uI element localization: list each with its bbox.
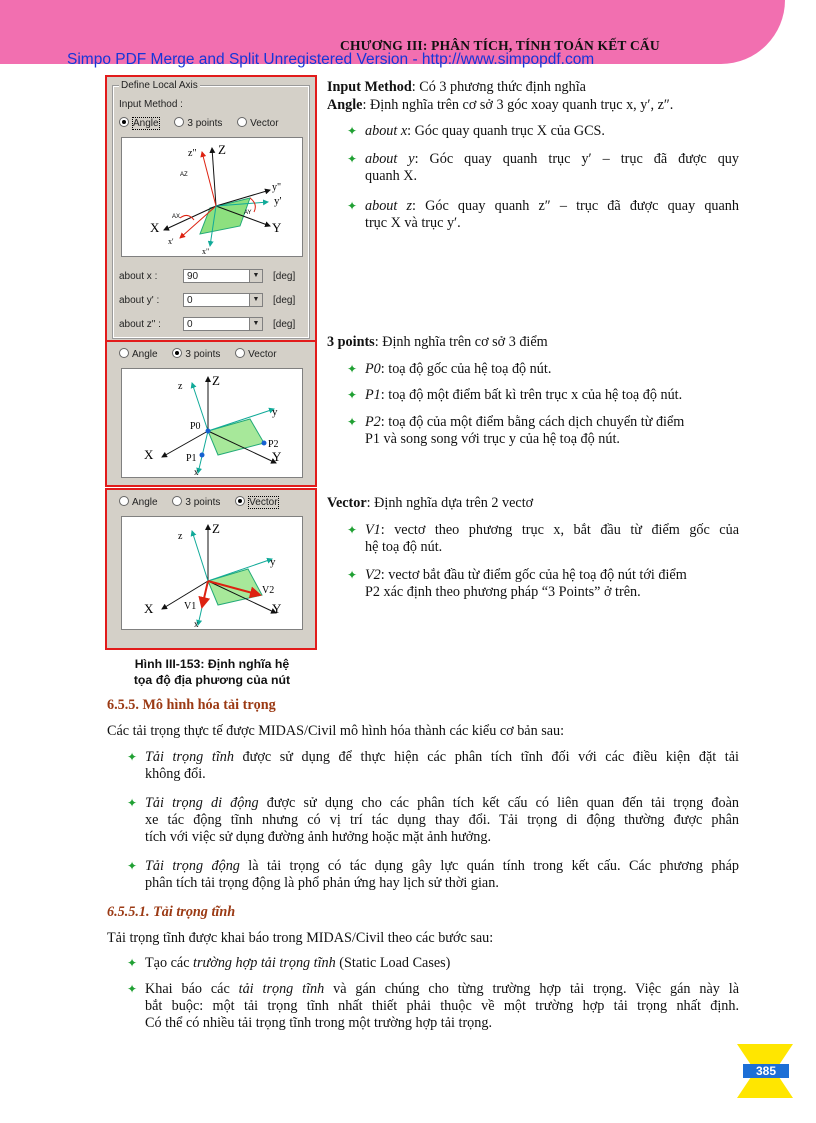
label-V1: V1 bbox=[184, 601, 197, 612]
vector-radios bbox=[119, 496, 279, 508]
local-axis-dialog-3points bbox=[105, 340, 317, 487]
axis-x bbox=[198, 431, 208, 473]
about-x-unit: [deg] bbox=[273, 271, 296, 282]
bullet-star-icon: ✦ bbox=[127, 956, 138, 970]
label-X: X bbox=[144, 601, 154, 616]
radio-3points[interactable]: 3 points bbox=[174, 118, 222, 129]
label-y2: y" bbox=[272, 182, 282, 193]
point-P0 bbox=[206, 429, 211, 434]
element-plane bbox=[208, 419, 264, 455]
bullet-star-icon: ✦ bbox=[347, 523, 358, 537]
dynamic-load-desc: Tải trọng động là tải trọng có tác dụng gây lực quán tính trong kết cấu. Các phương pháp phân tích tải trọng động là phổ phản ứng hay lịch sử thời gian. bbox=[145, 858, 740, 891]
about-x-input[interactable]: 90 bbox=[183, 269, 263, 283]
label-AX: AX bbox=[172, 214, 181, 220]
vector-line: Vector: Định nghĩa dựa trên 2 vectơ bbox=[327, 495, 534, 511]
label-x2: x" bbox=[202, 247, 210, 256]
v1-desc: V1: vectơ theo phương trục x, bắt đầu từ điểm gốc của hệ toạ độ nút. bbox=[365, 522, 739, 555]
radio-angle[interactable]: Angle bbox=[119, 349, 158, 360]
v2-desc: V2: vectơ bắt đầu từ điểm gốc của hệ toạ độ nút tới điểm P2 xác định theo phương pháp “3 Points” ở trên. bbox=[365, 567, 687, 600]
label-Y: Y bbox=[272, 601, 282, 616]
label-x: x bbox=[194, 619, 199, 629]
section-heading-6551: 6.5.5.1. Tải trọng tĩnh bbox=[107, 904, 236, 920]
input-method-radios bbox=[119, 117, 279, 129]
bullet-star-icon: ✦ bbox=[347, 388, 358, 402]
label-X: X bbox=[144, 447, 154, 462]
radio-angle[interactable]: Angle bbox=[119, 497, 158, 508]
bullet-star-icon: ✦ bbox=[127, 982, 138, 996]
p2-desc: P2: toạ độ của một điểm bằng cách dịch chuyển từ điểm P1 và song song với trục y của hệ toạ độ nút. bbox=[365, 414, 685, 447]
points-axes-diagram bbox=[122, 369, 302, 477]
label-z: z bbox=[178, 381, 183, 392]
vector-preview-canvas bbox=[121, 516, 303, 630]
radio-3points[interactable]: 3 points bbox=[172, 349, 220, 360]
about-y-unit: [deg] bbox=[273, 295, 296, 306]
point-P1 bbox=[200, 453, 205, 458]
about-z-dropdown[interactable]: ▼ bbox=[249, 317, 263, 331]
label-P1: P1 bbox=[186, 453, 197, 464]
about-x-dropdown[interactable]: ▼ bbox=[249, 269, 263, 283]
p1-desc: P1: toạ độ một điểm bất kì trên trục x của hệ toạ độ nút. bbox=[365, 387, 683, 403]
section-655-intro: Các tải trọng thực tế được MIDAS/Civil mô hình hóa thành các kiểu cơ bản sau: bbox=[107, 723, 565, 739]
label-X: X bbox=[150, 220, 160, 235]
label-y: y bbox=[270, 556, 276, 568]
label-Z: Z bbox=[212, 521, 220, 536]
vector-axes-diagram bbox=[122, 517, 302, 629]
radio-vector[interactable]: Vector bbox=[235, 497, 278, 508]
label-x: x bbox=[194, 467, 199, 477]
bullet-star-icon: ✦ bbox=[347, 415, 358, 429]
page-number-badge bbox=[735, 1042, 795, 1100]
radio-vector[interactable]: Vector bbox=[235, 349, 276, 360]
section-heading-655: 6.5.5. Mô hình hóa tải trọng bbox=[107, 697, 276, 713]
axis-z bbox=[192, 531, 208, 581]
label-Y: Y bbox=[272, 220, 282, 235]
page-number: 385 bbox=[755, 1064, 777, 1078]
input-method-label: Input Method : bbox=[119, 99, 183, 110]
about-z-desc: about z: Góc quay quanh z″ – trục đã được quay quanh trục X và trục y′. bbox=[365, 198, 739, 231]
about-z-unit: [deg] bbox=[273, 319, 296, 330]
bullet-star-icon: ✦ bbox=[127, 796, 138, 810]
assign-static-loads: Khai báo các tải trọng tĩnh và gán chúng cho từng trường hợp tải trọng. Việc gán này là bắt buộc: một tải trọng tĩnh nhất thiết phải thuộc về một trường hợp tải trọng nhất định. Có thể có nhiều tải trọng tĩnh trong một trường hợp tải trọng. bbox=[145, 981, 739, 1031]
section-6551-intro: Tải trọng tĩnh được khai báo trong MIDAS/Civil theo các bước sau: bbox=[107, 930, 494, 946]
about-y-label: about y' : bbox=[119, 295, 160, 306]
angle-line: Angle: Định nghĩa trên cơ sở 3 góc xoay quanh trục x, y′, z″. bbox=[327, 97, 674, 113]
label-y1: y' bbox=[274, 195, 282, 207]
local-axis-dialog-vector bbox=[105, 488, 317, 650]
local-axis-dialog-angle bbox=[105, 75, 317, 344]
label-AY: AY bbox=[244, 210, 252, 216]
bullet-star-icon: ✦ bbox=[347, 124, 358, 138]
points-preview-canvas bbox=[121, 368, 303, 478]
about-z-input[interactable]: 0 bbox=[183, 317, 263, 331]
label-P2: P2 bbox=[268, 439, 279, 450]
moving-load-desc: Tải trọng di động được sử dụng cho các phân tích kết cấu có liên quan đến tải trọng đoàn xe tác động tĩnh nhưng có vị trí tác dụng thay đổi. Tải trọng di động thường được phân tích với việc sử dụng đường ảnh hưởng hoặc mặt ảnh hưởng. bbox=[145, 795, 739, 845]
label-V2: V2 bbox=[262, 585, 275, 596]
point-P2 bbox=[262, 441, 267, 446]
radio-angle[interactable]: Angle bbox=[119, 118, 160, 129]
about-x-desc: about x: Góc quay quanh trục X của GCS. bbox=[365, 123, 605, 139]
bullet-star-icon: ✦ bbox=[347, 152, 358, 166]
static-load-desc: Tải trọng tĩnh được sử dụng để thực hiện các phân tích tĩnh đối với các điều kiện đặt tải không đổi. bbox=[145, 749, 739, 782]
label-x1: x' bbox=[168, 237, 174, 246]
radio-3points[interactable]: 3 points bbox=[172, 497, 220, 508]
label-Z: Z bbox=[212, 373, 220, 388]
about-y-dropdown[interactable]: ▼ bbox=[249, 293, 263, 307]
label-Z: Z bbox=[218, 142, 226, 157]
label-y: y bbox=[272, 406, 278, 418]
vector-V1 bbox=[202, 581, 208, 607]
chapter-title: CHƯƠNG III: PHÂN TÍCH, TÍNH TOÁN KẾT CẤU bbox=[340, 38, 660, 53]
about-x-label: about x : bbox=[119, 271, 158, 282]
bullet-star-icon: ✦ bbox=[127, 750, 138, 764]
angle-preview-canvas bbox=[121, 137, 303, 257]
input-method-line: Input Method: Có 3 phương thức định nghĩa bbox=[327, 79, 586, 95]
bullet-star-icon: ✦ bbox=[347, 199, 358, 213]
points-radios bbox=[119, 348, 277, 360]
create-load-cases: Tạo các trường hợp tải trọng tĩnh (Static Load Cases) bbox=[145, 955, 451, 971]
label-P0: P0 bbox=[190, 421, 201, 432]
about-z-label: about z" : bbox=[119, 319, 161, 330]
bullet-star-icon: ✦ bbox=[347, 568, 358, 582]
angle-axes-diagram bbox=[122, 138, 302, 256]
p0-desc: P0: toạ độ gốc của hệ toạ độ nút. bbox=[365, 361, 552, 377]
label-z: z bbox=[178, 531, 183, 542]
about-y-desc: about y: Góc quay quanh trục y′ – trục đã được quy quanh X. bbox=[365, 151, 739, 184]
radio-vector[interactable]: Vector bbox=[237, 118, 278, 129]
label-Y: Y bbox=[272, 449, 282, 464]
dialog-group-title: Define Local Axis bbox=[121, 80, 198, 91]
label-AZ: AZ bbox=[180, 172, 188, 178]
figure-caption: Hình III-153: Định nghĩa hệ tọa độ địa phương của nút bbox=[133, 657, 291, 687]
watermark-link[interactable]: Simpo PDF Merge and Split Unregistered Version - http://www.simpopdf.com bbox=[67, 51, 595, 68]
bullet-star-icon: ✦ bbox=[127, 859, 138, 873]
element-plane bbox=[208, 569, 262, 605]
label-z2: z" bbox=[188, 148, 197, 159]
about-y-input[interactable]: 0 bbox=[183, 293, 263, 307]
bullet-star-icon: ✦ bbox=[347, 362, 358, 376]
three-points-line: 3 points: Định nghĩa trên cơ sở 3 điểm bbox=[327, 334, 548, 350]
